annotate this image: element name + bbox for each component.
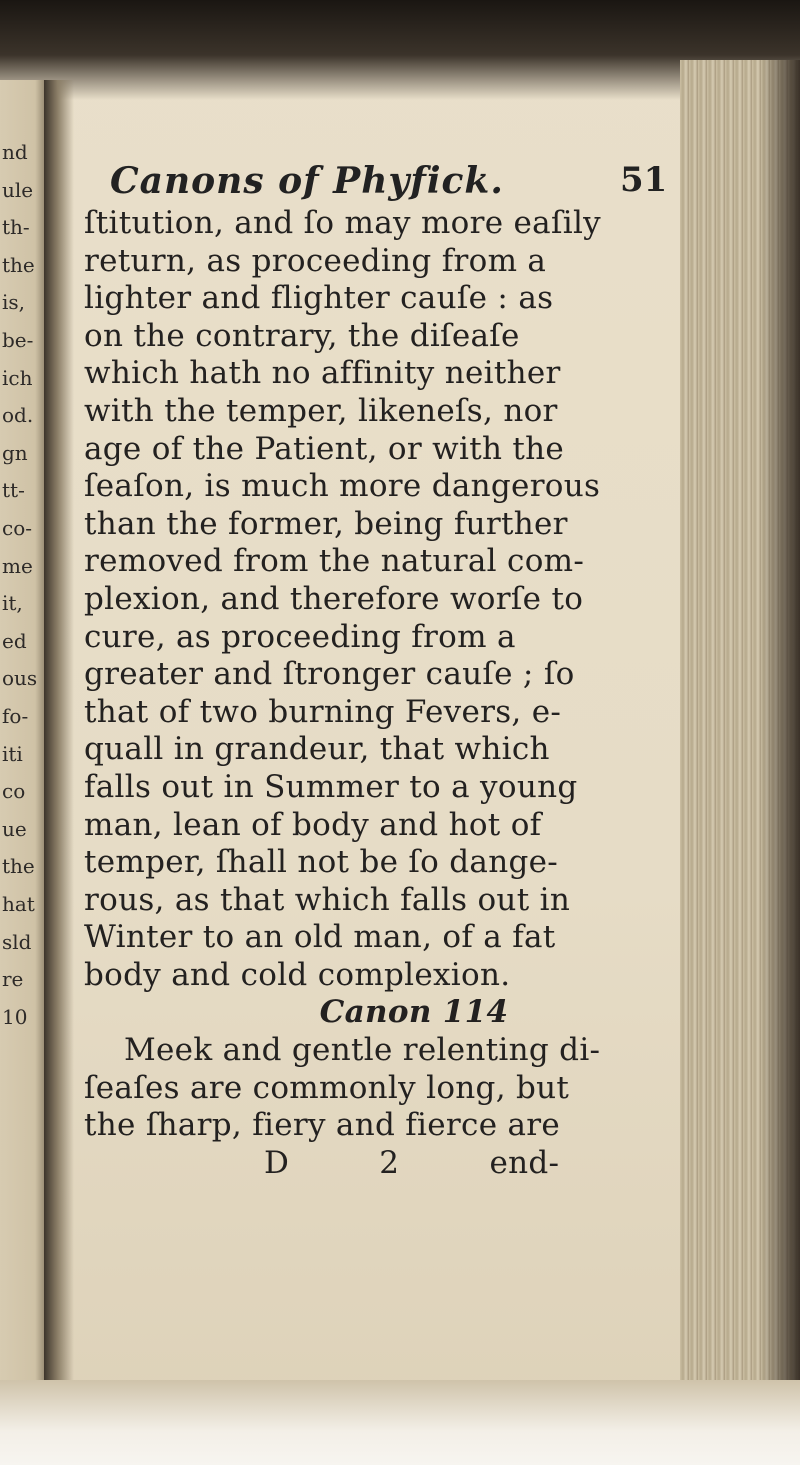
text-line: age of the Patient, or with the [84,430,565,467]
facing-page-fragment: ous [2,666,38,691]
facing-page-fragment: 10 [2,1004,28,1029]
facing-page-fragment: the [2,252,35,277]
facing-page-fragment: co- [2,516,32,540]
facing-page-fragment: sld [2,929,32,954]
text-line: temper, ſhall not be ſo dange- [84,844,559,881]
page-number: 51 [620,160,668,200]
canon-heading: Canon 114 [319,994,509,1031]
text-line: body and cold complexion. [84,956,511,993]
facing-page-fragment: the [2,854,35,879]
facing-page-fragment: be- [2,328,34,352]
text-line: man, lean of body and hot of [84,806,542,843]
facing-page-fragment: is, [2,290,26,315]
facing-page-fragment: re [2,967,24,992]
facing-page-fragment: ue [2,816,27,841]
text-line: Winter to an old man, of a fat [84,919,556,956]
text-line: that of two burning Fevers, e- [84,693,562,730]
text-line: plexion, and therefore worſe to [84,580,584,617]
text-line: rous, as that which falls out in [84,881,571,918]
facing-page-fragment: me [2,553,33,578]
bottom-edge [0,1380,800,1465]
text-line: the ſharp, fiery and fierce are [84,1107,561,1144]
text-line: greater and ſtronger cauſe ; ſo [84,656,575,693]
text-line: cure, as proceeding from a [84,618,516,655]
text-line: with the temper, likeneſs, nor [84,392,558,429]
facing-page-fragment: ich [2,365,33,390]
facing-page-fragment: co [2,779,26,804]
signature-mark: D 2 [264,1144,400,1181]
facing-page-fragment: nd [2,140,28,164]
catchword: end- [489,1144,560,1181]
running-head: Canons of Phyfick. [110,160,504,202]
page-stack-shadow [760,60,800,1400]
facing-page-fragment: hat [2,892,35,916]
facing-page-fragment: gn [2,440,28,465]
text-line: Meek and gentle relenting di- [124,1032,601,1069]
body-text [84,205,684,1182]
signature-line [84,1145,684,1183]
facing-page-fragment: od. [2,403,34,428]
facing-page-fragment: ed [2,628,27,653]
facing-page-fragment: th- [2,215,30,240]
text-line: which hath no affinity neither [84,355,561,392]
text-line: return, as proceeding from a [84,242,547,279]
facing-page-fragment: ule [2,177,34,202]
text-line: quall in grandeur, that which [84,731,550,768]
text-line: on the contrary, the diſeaſe [84,317,520,354]
facing-page-strip [0,80,44,1385]
text-line: ſtitution, and ſo may more eaſily [84,205,601,241]
text-line: removed from the natural com- [84,543,585,580]
facing-page-fragment: tt- [2,478,25,503]
text-line: ſeaſon, is much more dangerous [84,468,601,505]
text-line: lighter and flighter cauſe : as [84,280,554,317]
text-line: falls out in Summer to a young [84,768,578,805]
facing-page-fragment: fo- [2,704,29,728]
facing-page-fragment: it, [2,591,23,616]
gutter-shadow [44,80,74,1385]
facing-page-fragment: iti [2,741,23,766]
text-line: than the former, being further [84,505,568,542]
text-line: ſeaſes are commonly long, but [84,1069,570,1106]
